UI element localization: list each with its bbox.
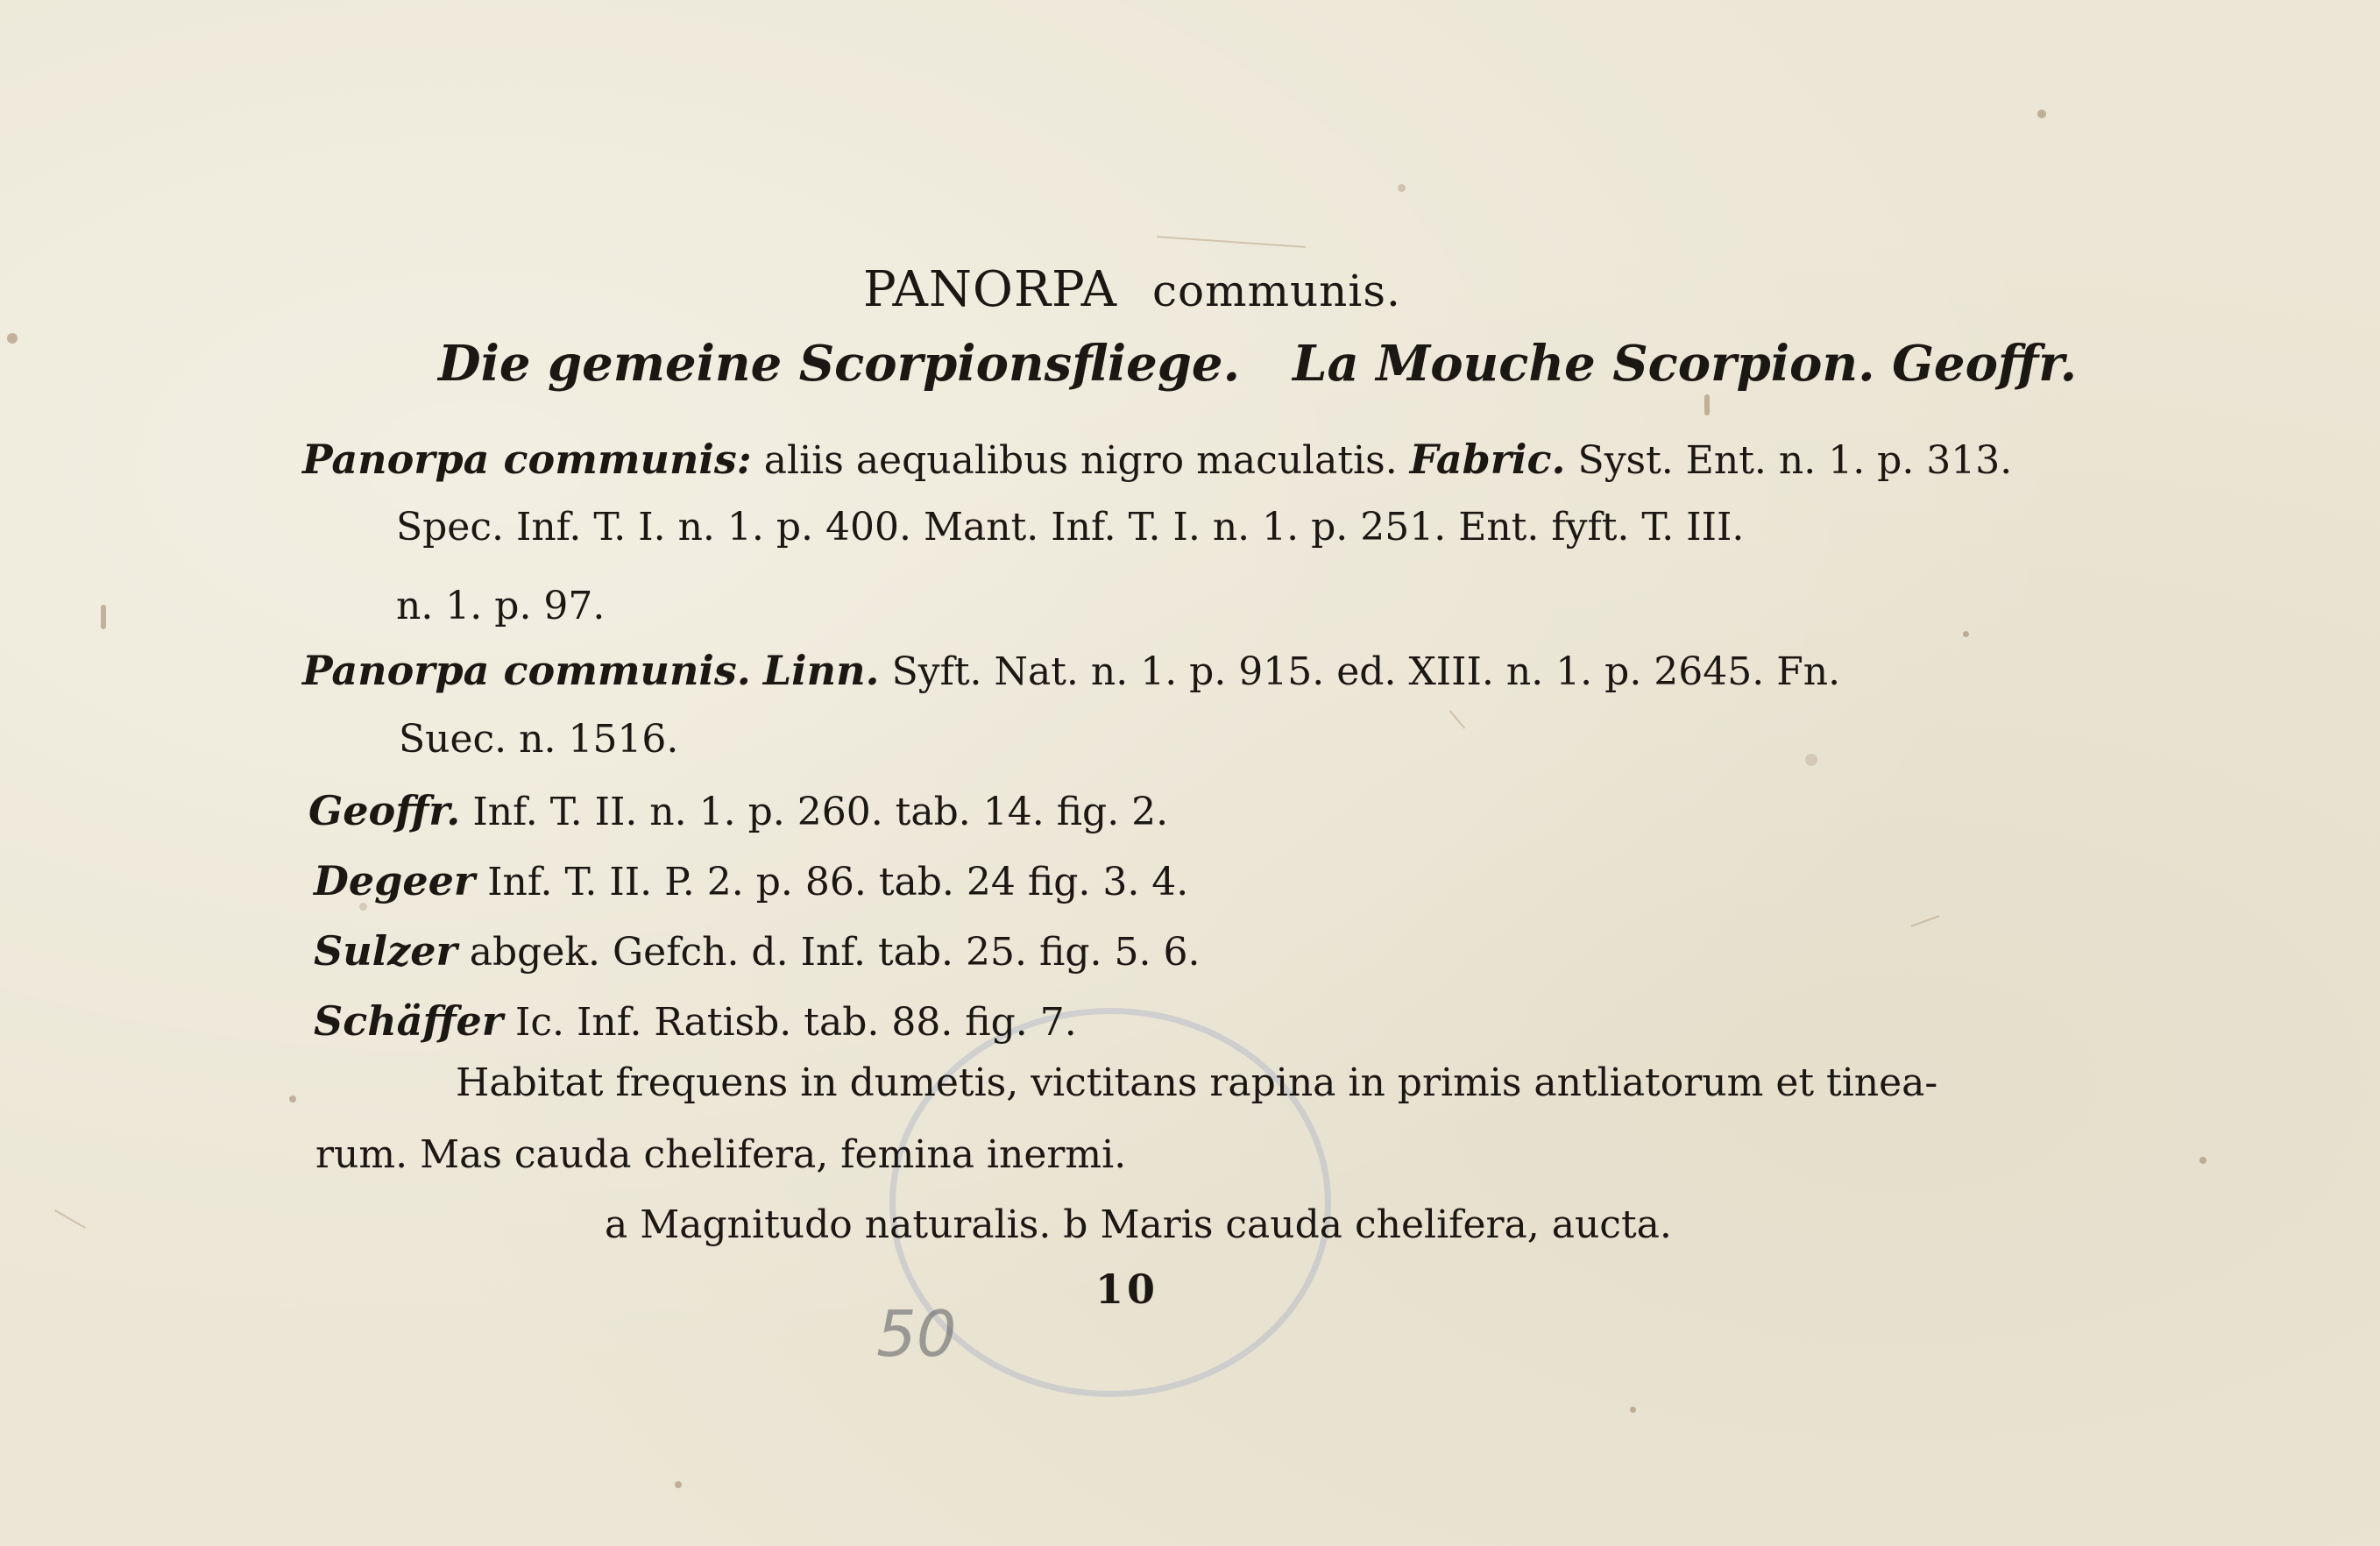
reference-line (314, 997, 1077, 1045)
reference-author: Degeer (314, 857, 476, 904)
reference-line (302, 647, 1840, 694)
reference-author: Sulzer (314, 927, 457, 975)
paper-speck (675, 1481, 682, 1488)
paper-speck (1963, 631, 1969, 637)
reference-author: Panorpa communis: (302, 436, 752, 483)
reference-text: Inf. T. II. P. 2. p. 86. tab. 24 fig. 3. 4. (487, 860, 1189, 904)
paper-speck (101, 605, 106, 629)
reference-line (308, 787, 1168, 834)
reference-text: Spec. Inf. T. I. n. 1. p. 400. Mant. Inf. T. I. n. 1. p. 251. Ent. fyft. T. III. (396, 505, 1745, 550)
figure-caption: a Magnitudo naturalis. b Maris cauda chelifera, aucta. (605, 1202, 1672, 1247)
reference-author: Linn. (762, 647, 880, 694)
paper-speck (2199, 1157, 2206, 1164)
french-name: La Mouche Scorpion. (1293, 335, 1875, 393)
reference-text: Syst. Ent. n. 1. p. 313. (1577, 438, 2013, 483)
paper-speck (289, 1096, 296, 1103)
habitat-line: rum. Mas cauda chelifera, femina inermi. (315, 1132, 1127, 1177)
paper-speck (7, 333, 18, 344)
genus-name: PANORPA (863, 261, 1118, 318)
french-name-author: Geoffr. (1892, 335, 2078, 393)
pencil-note: 50 (876, 1297, 957, 1371)
reference-line (314, 857, 1188, 904)
reference-author: Schäffer (314, 997, 504, 1045)
paper-fiber (1449, 710, 1465, 728)
reference-author: Panorpa communis. (302, 647, 751, 694)
reference-text: Syft. Nat. n. 1. p. 915. ed. XIII. n. 1. p. 2645. Fn. (891, 649, 1841, 694)
page-title (863, 261, 1401, 318)
reference-text: abgek. Gefch. d. Inf. tab. 25. fig. 5. 6. (469, 930, 1201, 975)
reference-author: Fabric. (1409, 436, 1566, 483)
paper-speck (1630, 1407, 1636, 1413)
reference-line (302, 436, 2012, 483)
paper-fiber (54, 1209, 86, 1229)
page-number: 10 (1095, 1266, 1159, 1313)
paper-speck (1398, 184, 1406, 192)
common-names (438, 335, 2077, 393)
german-name: Die gemeine Scorpionsfliege. (438, 335, 1241, 393)
reference-line (396, 505, 1744, 550)
reference-line (396, 584, 605, 628)
species-name: communis. (1152, 266, 1401, 316)
habitat-line: Habitat frequens in dumetis, victitans rapina in primis antliatorum et tinea- (456, 1060, 1938, 1105)
paper-speck (2037, 110, 2046, 118)
reference-text: Suec. n. 1516. (399, 717, 679, 762)
reference-line (399, 717, 678, 762)
paper-speck (1805, 754, 1817, 766)
paper-fiber (1157, 236, 1306, 248)
reference-text: n. 1. p. 97. (396, 584, 606, 628)
reference-text: Ic. Inf. Ratisb. tab. 88. fig. 7. (515, 1000, 1077, 1045)
paper-speck (1704, 394, 1710, 415)
reference-text: aliis aequalibus nigro maculatis. (763, 438, 1398, 483)
reference-text: Inf. T. II. n. 1. p. 260. tab. 14. fig. 2. (472, 790, 1169, 834)
reference-author: Geoffr. (308, 787, 461, 834)
reference-line (314, 927, 1200, 975)
paper-fiber (1911, 915, 1940, 927)
